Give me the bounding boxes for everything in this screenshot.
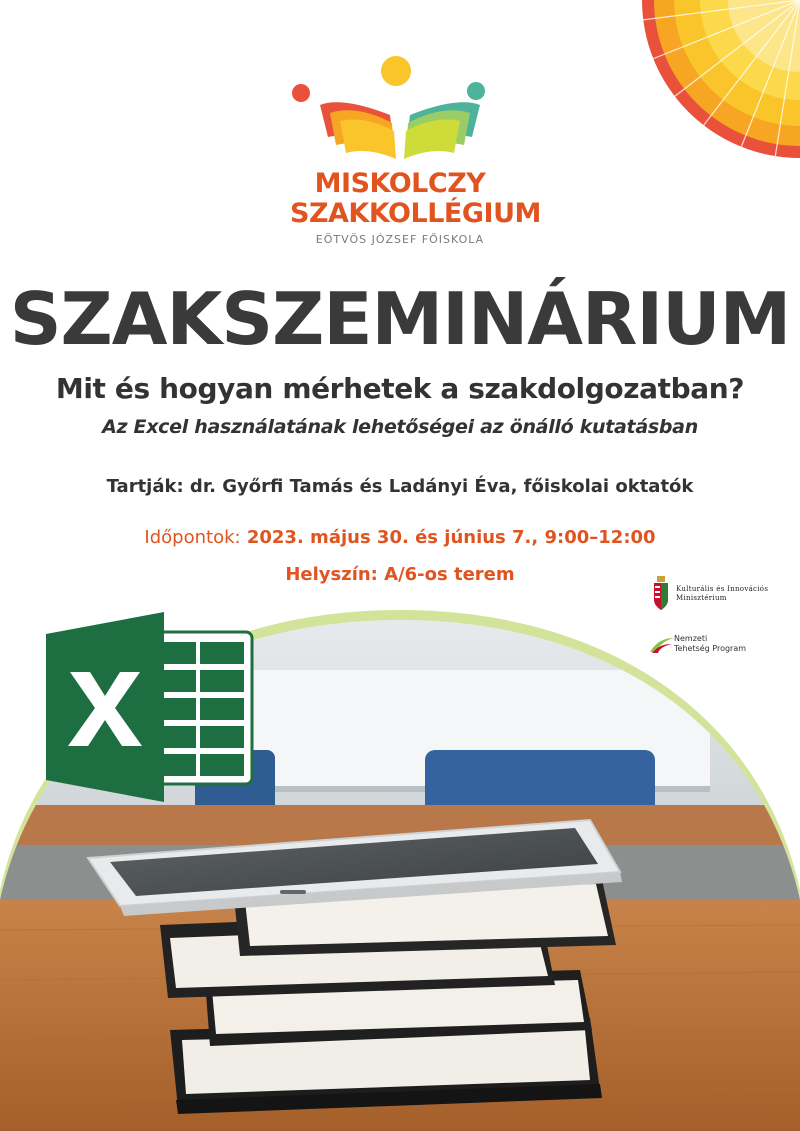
ministry-line1: Kulturális és Innovációs [676,585,769,593]
logo-title-line1: MISKOLCZY [314,168,486,199]
dates-value: 2023. május 30. és június 7., 9:00–12:00 [246,527,656,548]
excel-logo-icon [46,612,256,802]
ntp-logo [650,632,770,656]
seminar-question: Mit és hogyan mérhetek a szakdolgozatban? [55,372,745,405]
presenters-line: Tartják: dr. Győrfi Tamás és Ladányi Éva, főiskolai oktatók [106,476,694,497]
ministry-line2: Minisztérium [676,594,727,602]
ntp-line1: Nemzeti [674,634,708,643]
open-book-logo-icon [290,55,510,165]
sun-corner-ornament [640,0,800,160]
ntp-line2: Tehetség Program [674,644,747,653]
logo-title-line2: SZAKKOLLÉGIUM [290,198,541,229]
seminar-subtitle: Az Excel használatának lehetőségei az önálló kutatásban [102,416,698,438]
hungarian-coat-of-arms-icon [652,576,670,612]
location-line: Helyszín: A/6-os terem [285,564,515,585]
logo-subtitle: EÖTVÖS JÓZSEF FŐISKOLA [315,233,485,246]
dates-label: Időpontok: [144,527,241,548]
ministry-logo [652,576,798,616]
ntp-swoosh-icon [650,634,676,654]
miskolczy-logo [290,55,541,246]
dates-line [0,524,800,552]
page-title: SZAKSZEMINÁRIUM [9,277,791,361]
